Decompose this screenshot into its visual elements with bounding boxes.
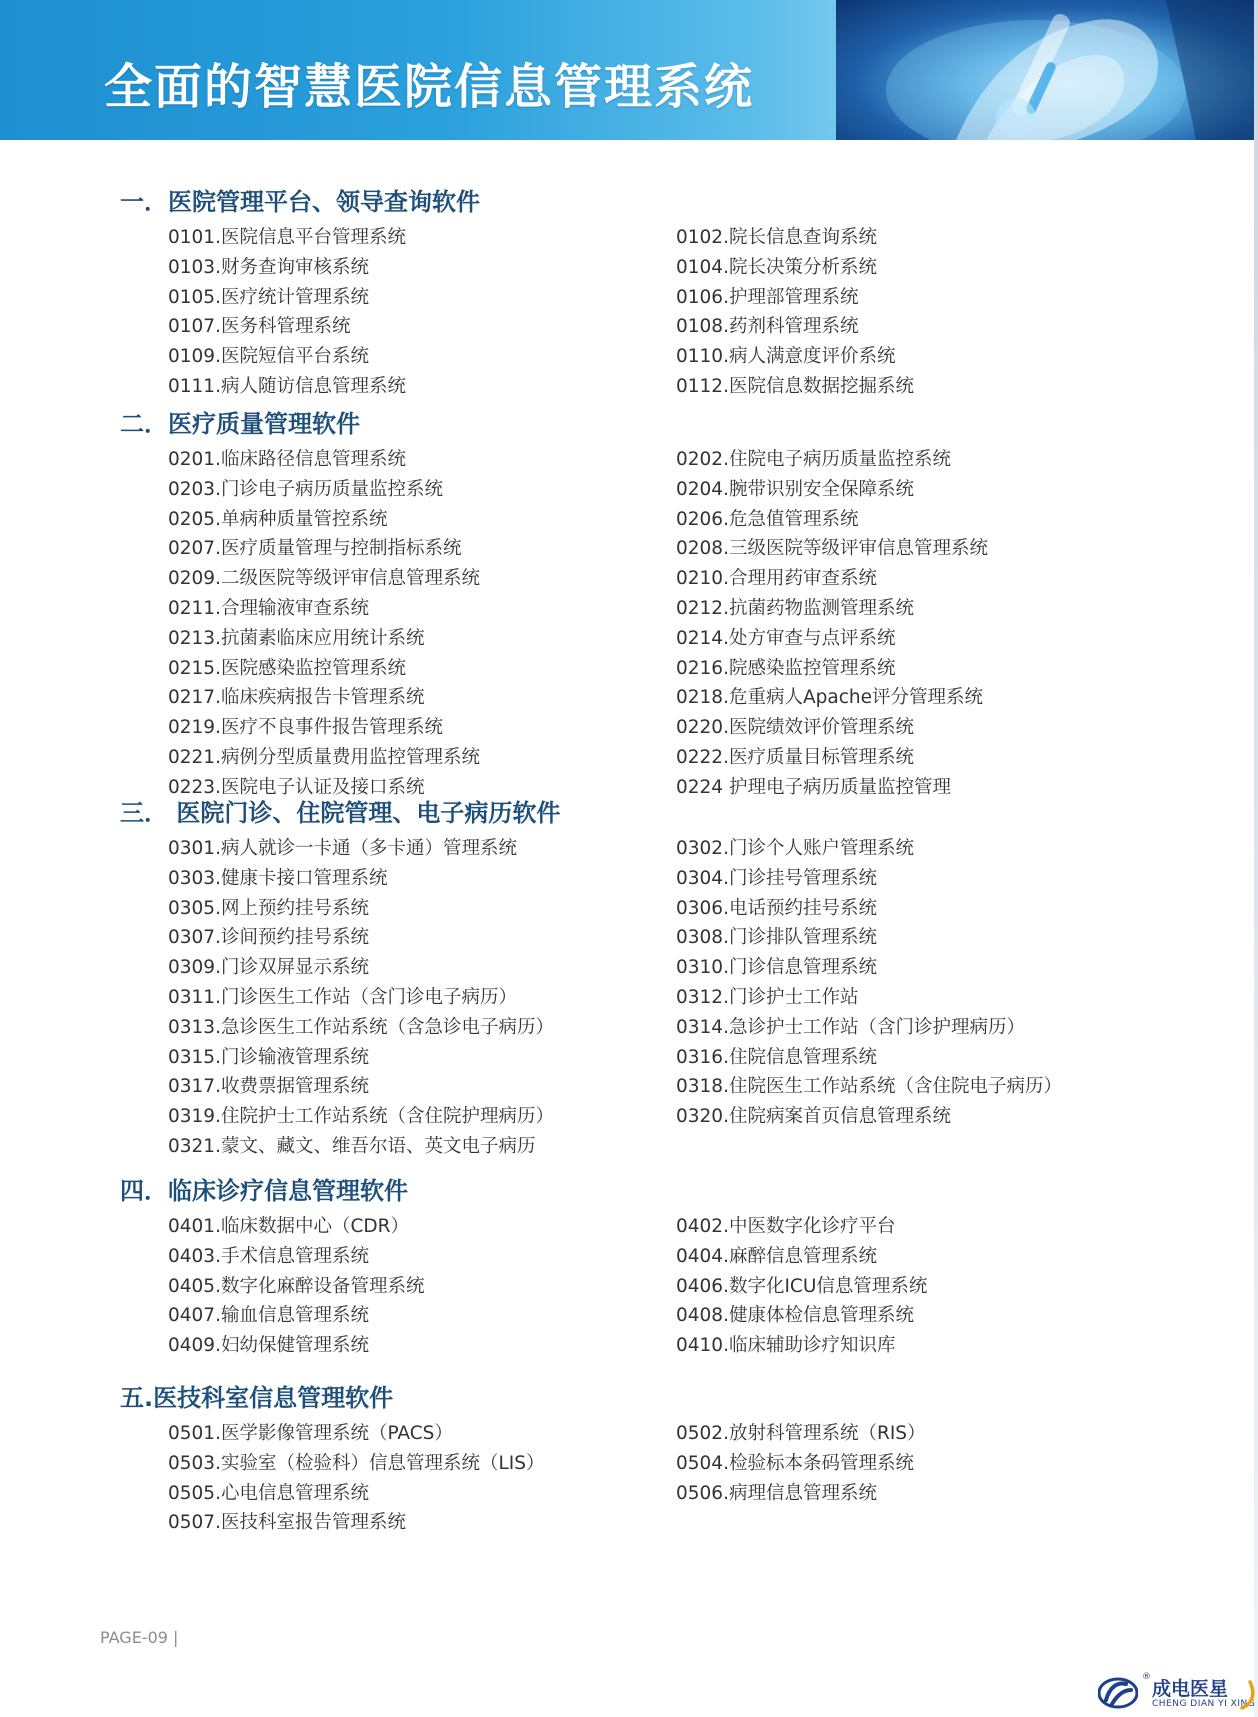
catalog-item: 0220.医院绩效评价管理系统 (676, 717, 914, 739)
catalog-item: 0310.门诊信息管理系统 (676, 957, 877, 979)
catalog-item: 0506.病理信息管理系统 (676, 1482, 877, 1504)
catalog-item: 0404.麻醉信息管理系统 (676, 1245, 877, 1267)
section-title: 五.医技科室信息管理软件 (120, 1384, 394, 1412)
catalog-item: 0315.门诊输液管理系统 (168, 1046, 369, 1068)
catalog-item: 0308.门诊排队管理系统 (676, 927, 877, 949)
catalog-item: 0403.手术信息管理系统 (168, 1245, 369, 1267)
catalog-item: 0313.急诊医生工作站系统（含急诊电子病历） (168, 1016, 554, 1038)
catalog-item: 0307.诊间预约挂号系统 (168, 927, 369, 949)
catalog-item: 0218.危重病人Apache评分管理系统 (676, 687, 983, 709)
registered-mark: ® (1142, 1672, 1151, 1682)
logo-swoosh-icon (1238, 1678, 1258, 1712)
catalog-item: 0405.数字化麻醉设备管理系统 (168, 1275, 425, 1297)
catalog-item: 0210.合理用药审查系统 (676, 568, 877, 590)
logo-name-en: CHENG DIAN YI XING (1152, 1699, 1256, 1709)
catalog-item: 0502.放射科管理系统（RIS） (676, 1423, 926, 1444)
catalog-item: 0317.收费票据管理系统 (168, 1076, 369, 1098)
catalog-item: 0211.合理输液审查系统 (168, 598, 369, 619)
catalog-item: 0303.健康卡接口管理系统 (168, 867, 388, 889)
catalog-item: 0103.财务查询审核系统 (168, 256, 369, 278)
catalog-item: 0203.门诊电子病历质量监控系统 (168, 478, 443, 500)
catalog-item: 0110.病人满意度评价系统 (676, 346, 896, 368)
page-number: PAGE-09 | (100, 1628, 179, 1647)
catalog-item: 0409.妇幼保健管理系统 (168, 1335, 369, 1357)
catalog-item: 0112.医院信息数据挖掘系统 (676, 376, 914, 397)
catalog-item: 0207.医疗质量管理与控制指标系统 (168, 538, 462, 560)
logo-name-cn: 成电医星 (1152, 1678, 1229, 1700)
catalog-item: 0216.院感染监控管理系统 (676, 657, 896, 679)
catalog-item: 0202.住院电子病历质量监控系统 (676, 449, 951, 470)
catalog-item: 0219.医疗不良事件报告管理系统 (168, 717, 443, 739)
catalog-item: 0504.检验标本条码管理系统 (676, 1452, 914, 1474)
catalog-item: 0312.门诊护士工作站 (676, 987, 859, 1008)
catalog-item: 0401.临床数据中心（CDR） (168, 1216, 409, 1237)
company-logo (1098, 1672, 1256, 1716)
catalog-item: 0314.急诊护士工作站（含门诊护理病历） (676, 1016, 1025, 1038)
catalog-item: 0505.心电信息管理系统 (168, 1482, 369, 1504)
catalog-item: 0319.住院护士工作站系统（含住院护理病历） (168, 1106, 554, 1128)
catalog-item: 0214.处方审查与点评系统 (676, 627, 896, 649)
logo-mark-icon (1098, 1676, 1138, 1710)
catalog-item: 0321.蒙文、藏文、维吾尔语、英文电子病历 (168, 1136, 536, 1157)
catalog-item: 0107.医务科管理系统 (168, 316, 351, 338)
catalog-item: 0224 护理电子病历质量监控管理 (676, 776, 951, 798)
catalog-item: 0410.临床辅助诊疗知识库 (676, 1335, 896, 1357)
catalog-item: 0318.住院医生工作站系统（含住院电子病历） (676, 1076, 1062, 1098)
catalog-item: 0101.医院信息平台管理系统 (168, 227, 406, 248)
catalog-item: 0201.临床路径信息管理系统 (168, 449, 406, 470)
section-title: 二．医疗质量管理软件 (120, 410, 360, 438)
catalog-item: 0320.住院病案首页信息管理系统 (676, 1106, 951, 1128)
catalog-item: 0408.健康体检信息管理系统 (676, 1305, 914, 1327)
catalog-item: 0108.药剂科管理系统 (676, 316, 859, 338)
catalog-item: 0206.危急值管理系统 (676, 508, 859, 530)
catalog-item: 0507.医技科室报告管理系统 (168, 1512, 406, 1534)
catalog-item: 0407.输血信息管理系统 (168, 1305, 369, 1327)
catalog-item: 0204.腕带识别安全保障系统 (676, 478, 914, 500)
catalog-item: 0304.门诊挂号管理系统 (676, 867, 877, 889)
catalog-item: 0105.医疗统计管理系统 (168, 286, 369, 308)
catalog-item: 0316.住院信息管理系统 (676, 1046, 877, 1068)
catalog-item: 0503.实验室（检验科）信息管理系统（LIS） (168, 1452, 545, 1474)
catalog-item: 0406.数字化ICU信息管理系统 (676, 1275, 928, 1297)
catalog-item: 0306.电话预约挂号系统 (676, 897, 877, 919)
catalog-item: 0209.二级医院等级评审信息管理系统 (168, 568, 480, 590)
catalog-item: 0302.门诊个人账户管理系统 (676, 838, 914, 859)
section-title: 四．临床诊疗信息管理软件 (120, 1177, 408, 1205)
catalog-item: 0109.医院短信平台系统 (168, 346, 369, 368)
section-title: 一．医院管理平台、领导查询软件 (120, 188, 480, 216)
catalog-item: 0217.临床疾病报告卡管理系统 (168, 687, 425, 709)
catalog-item: 0222.医疗质量目标管理系统 (676, 747, 914, 768)
catalog-item: 0221.病例分型质量费用监控管理系统 (168, 747, 480, 768)
catalog-item: 0311.门诊医生工作站（含门诊电子病历） (168, 987, 517, 1008)
catalog-item: 0309.门诊双屏显示系统 (168, 957, 369, 979)
catalog-item: 0213.抗菌素临床应用统计系统 (168, 627, 425, 649)
catalog-item: 0402.中医数字化诊疗平台 (676, 1216, 896, 1237)
catalog-item: 0104.院长决策分析系统 (676, 256, 877, 278)
catalog-item: 0205.单病种质量管控系统 (168, 508, 388, 530)
catalog-item: 0215.医院感染监控管理系统 (168, 657, 406, 679)
catalog-item: 0223.医院电子认证及接口系统 (168, 776, 425, 798)
section-title: 三． 医院门诊、住院管理、电子病历软件 (120, 799, 561, 827)
catalog-item: 0301.病人就诊一卡通（多卡通）管理系统 (168, 838, 517, 859)
catalog-item: 0111.病人随访信息管理系统 (168, 376, 406, 397)
catalog-item: 0305.网上预约挂号系统 (168, 897, 369, 919)
catalog-item: 0212.抗菌药物监测管理系统 (676, 598, 914, 619)
catalog-item: 0208.三级医院等级评审信息管理系统 (676, 538, 988, 560)
catalog-item: 0501.医学影像管理系统（PACS） (168, 1423, 453, 1444)
page-title: 全面的智慧医院信息管理系统 (104, 59, 755, 115)
catalog-item: 0106.护理部管理系统 (676, 286, 859, 308)
catalog-item: 0102.院长信息查询系统 (676, 227, 877, 248)
